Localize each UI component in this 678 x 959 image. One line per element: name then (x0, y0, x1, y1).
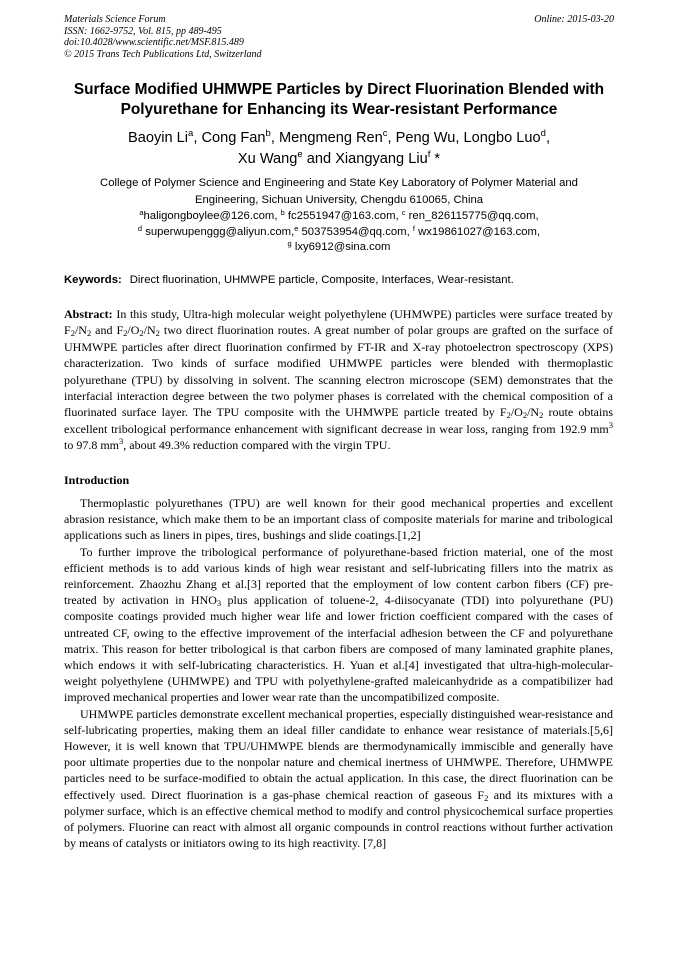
author-sep: , (270, 130, 279, 146)
superscript: 3 (608, 419, 613, 430)
author-name: Peng Wu (395, 130, 456, 146)
affiliation-line: Engineering, Sichuan University, Chengdu 610065, China (194, 193, 484, 206)
email-address: 503753954@qq.com (301, 225, 407, 238)
author-line (40, 149, 638, 170)
email-mark: c (401, 208, 406, 217)
email-mark: e (294, 223, 299, 233)
journal-doi: doi:10.4028/www.scientific.net/MSF.815.489 (64, 37, 244, 48)
title-line: Surface Modified UHMWPE Particles by Direct Fluorination Blended with (73, 81, 605, 98)
journal-issn: ISSN: 1662-9752, Vol. 815, pp 489-495 (64, 25, 222, 37)
abstract-text: , about 49.3% reduction compared with the virgin TPU. (123, 438, 391, 453)
superscript: 3 (119, 436, 124, 447)
subscript: 2 (123, 328, 128, 339)
author-name: Baoyin Li (128, 130, 189, 146)
author-list (40, 128, 638, 170)
author-sep: , (387, 130, 396, 146)
keywords-value: Direct fluorination, UHMWPE particle, Composite, Interfaces, Wear-resistant. (129, 274, 514, 286)
subscript: 2 (522, 410, 528, 421)
affiliation (56, 175, 622, 208)
author-sep: * (430, 151, 441, 167)
intro-text: plus application of toluene-2, 4-diisocyanate (TDI) into polyurethane (PU) composite coatings provided much higher wear life and lower friction coefficient compared with the cases of untreated CF, owing to the effective improvement of the interfacial adhesion between the CF and polyurethane matrix. This reason for better tribological is that carbon fibers are composed of many laminated graphite planes, which endows it with self-lubricating characteristics. H. Yuan et al.[4] investigated that ultra-high-molecular-weight polyethylene (UHMWPE) and TPU with polyethylene-grafted maleicanhydride as a compatibilizer had improved mechanical properties and lower wear rate than the uncompatibilized composite. (64, 593, 613, 705)
abstract-text: In this study, Ultra-high molecular weight polyethylene (UHMWPE) particles were surface treated by F (64, 307, 613, 338)
intro-paragraph (64, 544, 613, 706)
abstract-text: /O (510, 405, 523, 420)
abstract-text: two direct fluorination routes. A great number of polar groups are grafted on the surface of UHMWPE particles after direct fluorination confirmed by FT-IR and X-ray photoelectron spectroscopy (XPS) characterization. Two kinds of surface modified UHMWPE particles were blended with thermoplastic polyurethane (TPU) by dissolving in solvent. The scanning electron microscope (SEM) demonstrates that the interfacial interaction degree between the two polymer phases is correlated with the chemical composition of a fluorinated surface layer. The TPU composite with the UHMWPE particle treated by F (64, 323, 613, 420)
author-line (40, 128, 638, 149)
author-sep: and (302, 151, 336, 167)
author-sep: , (545, 130, 550, 146)
abstract-text: route obtains excellent tribological performance enhancement with significant decrease in wear loss, ranging from 192.9 mm (64, 405, 613, 436)
subscript: 2 (155, 328, 160, 339)
email-mark: f (412, 223, 415, 233)
email-address: fc2551947@163.com (287, 210, 396, 222)
journal-header (64, 14, 262, 60)
author-sep: , (455, 130, 464, 146)
email-mark: a (139, 208, 144, 217)
intro-text: To further improve the tribological performance of polyurethane-based friction material, one of the most efficient methods is to add various kinds of high wear resistant and self-lubricating fillers into the matrix as reinforcement. Zhaozhu Zhang et al.[3] reported that the employment of low content carbon fibers (CF) pre-treated by activation in HNO (64, 544, 613, 608)
abstract-text: /N (527, 405, 540, 420)
subscript: 2 (86, 328, 92, 339)
intro-text: and its mixtures with a polymer surface, which is an effective chemical method to modify and control physicochemical surface properties of polymers. Fluorine can react with almost all organic compounds in control reactions without further activation by means of catalysts or initiators owing to its high reactivity. [7,8] (64, 787, 613, 851)
email-address: lxy6912@sina.com (294, 241, 391, 253)
subscript: 2 (139, 328, 144, 339)
abstract-text: and F (91, 323, 124, 338)
email-address: superwupenggg@aliyun.com (145, 225, 292, 238)
abstract-paragraph (64, 306, 613, 454)
email-list (70, 209, 608, 256)
author-name: Longbo Luo (463, 130, 541, 146)
author-mark: a (188, 128, 194, 139)
subscript: 2 (70, 328, 75, 339)
title-line: Polyurethane for Enhancing its Wear-resistant Performance (120, 101, 558, 118)
introduction-body (64, 495, 613, 851)
author-mark: d (540, 128, 546, 139)
author-name: Xu Wang (237, 151, 298, 167)
abstract-text: /O (127, 323, 140, 338)
email-mark: b (280, 208, 285, 217)
email-mark: d (137, 223, 143, 233)
journal-copyright: © 2015 Trans Tech Publications Ltd, Switzerland (64, 48, 262, 60)
email-line: $^d$ superwupenggg@aliyun.com,$^e$ 503753954@qq.com, $^f$ wx19861027@163.com, (137, 223, 541, 238)
email-line (70, 240, 608, 256)
subscript: 2 (539, 410, 544, 421)
abstract (64, 306, 613, 454)
subscript: 2 (506, 410, 511, 421)
email-address: haligongboylee@126.com (143, 210, 275, 222)
author-mark: b (265, 128, 271, 139)
keywords (64, 273, 624, 288)
email-line: $^a$haligongboylee@126.com, $^b$ fc2551947@163.com, $^c$ ren_826115775@qq.com, (139, 208, 539, 222)
intro-paragraph (64, 706, 613, 852)
subscript: 3 (216, 598, 222, 609)
author-mark: e (297, 149, 303, 160)
abstract-text: to 97.8 mm (64, 438, 120, 453)
abstract-label: Abstract: (64, 307, 113, 321)
author-name: Mengmeng Ren (278, 130, 383, 146)
abstract-text: /N (143, 323, 156, 338)
author-name: Cong Fan (201, 130, 266, 146)
online-date: Online: 2015-03-20 (534, 14, 614, 25)
keywords-label: Keywords: (64, 274, 122, 286)
email-address: wx19861027@163.com (418, 225, 537, 238)
affiliation-line: College of Polymer Science and Engineering and State Key Laboratory of Polymer Material and (100, 177, 578, 189)
email-mark: g (287, 239, 292, 248)
email-address: ren_826115775@qq.com (408, 210, 536, 222)
paper-title (50, 80, 628, 120)
journal-name: Materials Science Forum (64, 14, 166, 25)
section-heading-introduction: Introduction (64, 473, 130, 487)
intro-text: UHMWPE particles demonstrate excellent mechanical properties, especially distinguished wear-resistance and self-lubricating properties, making them an ideal filler candidate to enhance wear resistance of materials.[5,6] However, it is well known that TPU/UHMWPE blends are thermodynamically immiscible and generally have poor ultimate properties due to the nonpolar nature and chemical inertness of UHMWPE. Therefore, UHMWPE particles need to be surface-modified to obtain the actual application. In this case, the direct fluorination can be effectively used. Direct fluorination is a gas-phase chemical reaction of gaseous F (64, 706, 613, 802)
author-mark: c (382, 128, 388, 139)
abstract-text: /N (74, 323, 87, 338)
intro-paragraph: Thermoplastic polyurethanes (TPU) are well known for their good mechanical properties and excellent abrasion resistance, which make them to be an important class of composite materials for marine and tribological applications such as liners in pipes, tires, bushings and slide coatings.[1,2] (64, 496, 613, 543)
author-mark: f (427, 149, 431, 160)
author-sep: , (193, 130, 202, 146)
subscript: 2 (484, 792, 489, 803)
author-name: Xiangyang Liu (335, 151, 428, 167)
